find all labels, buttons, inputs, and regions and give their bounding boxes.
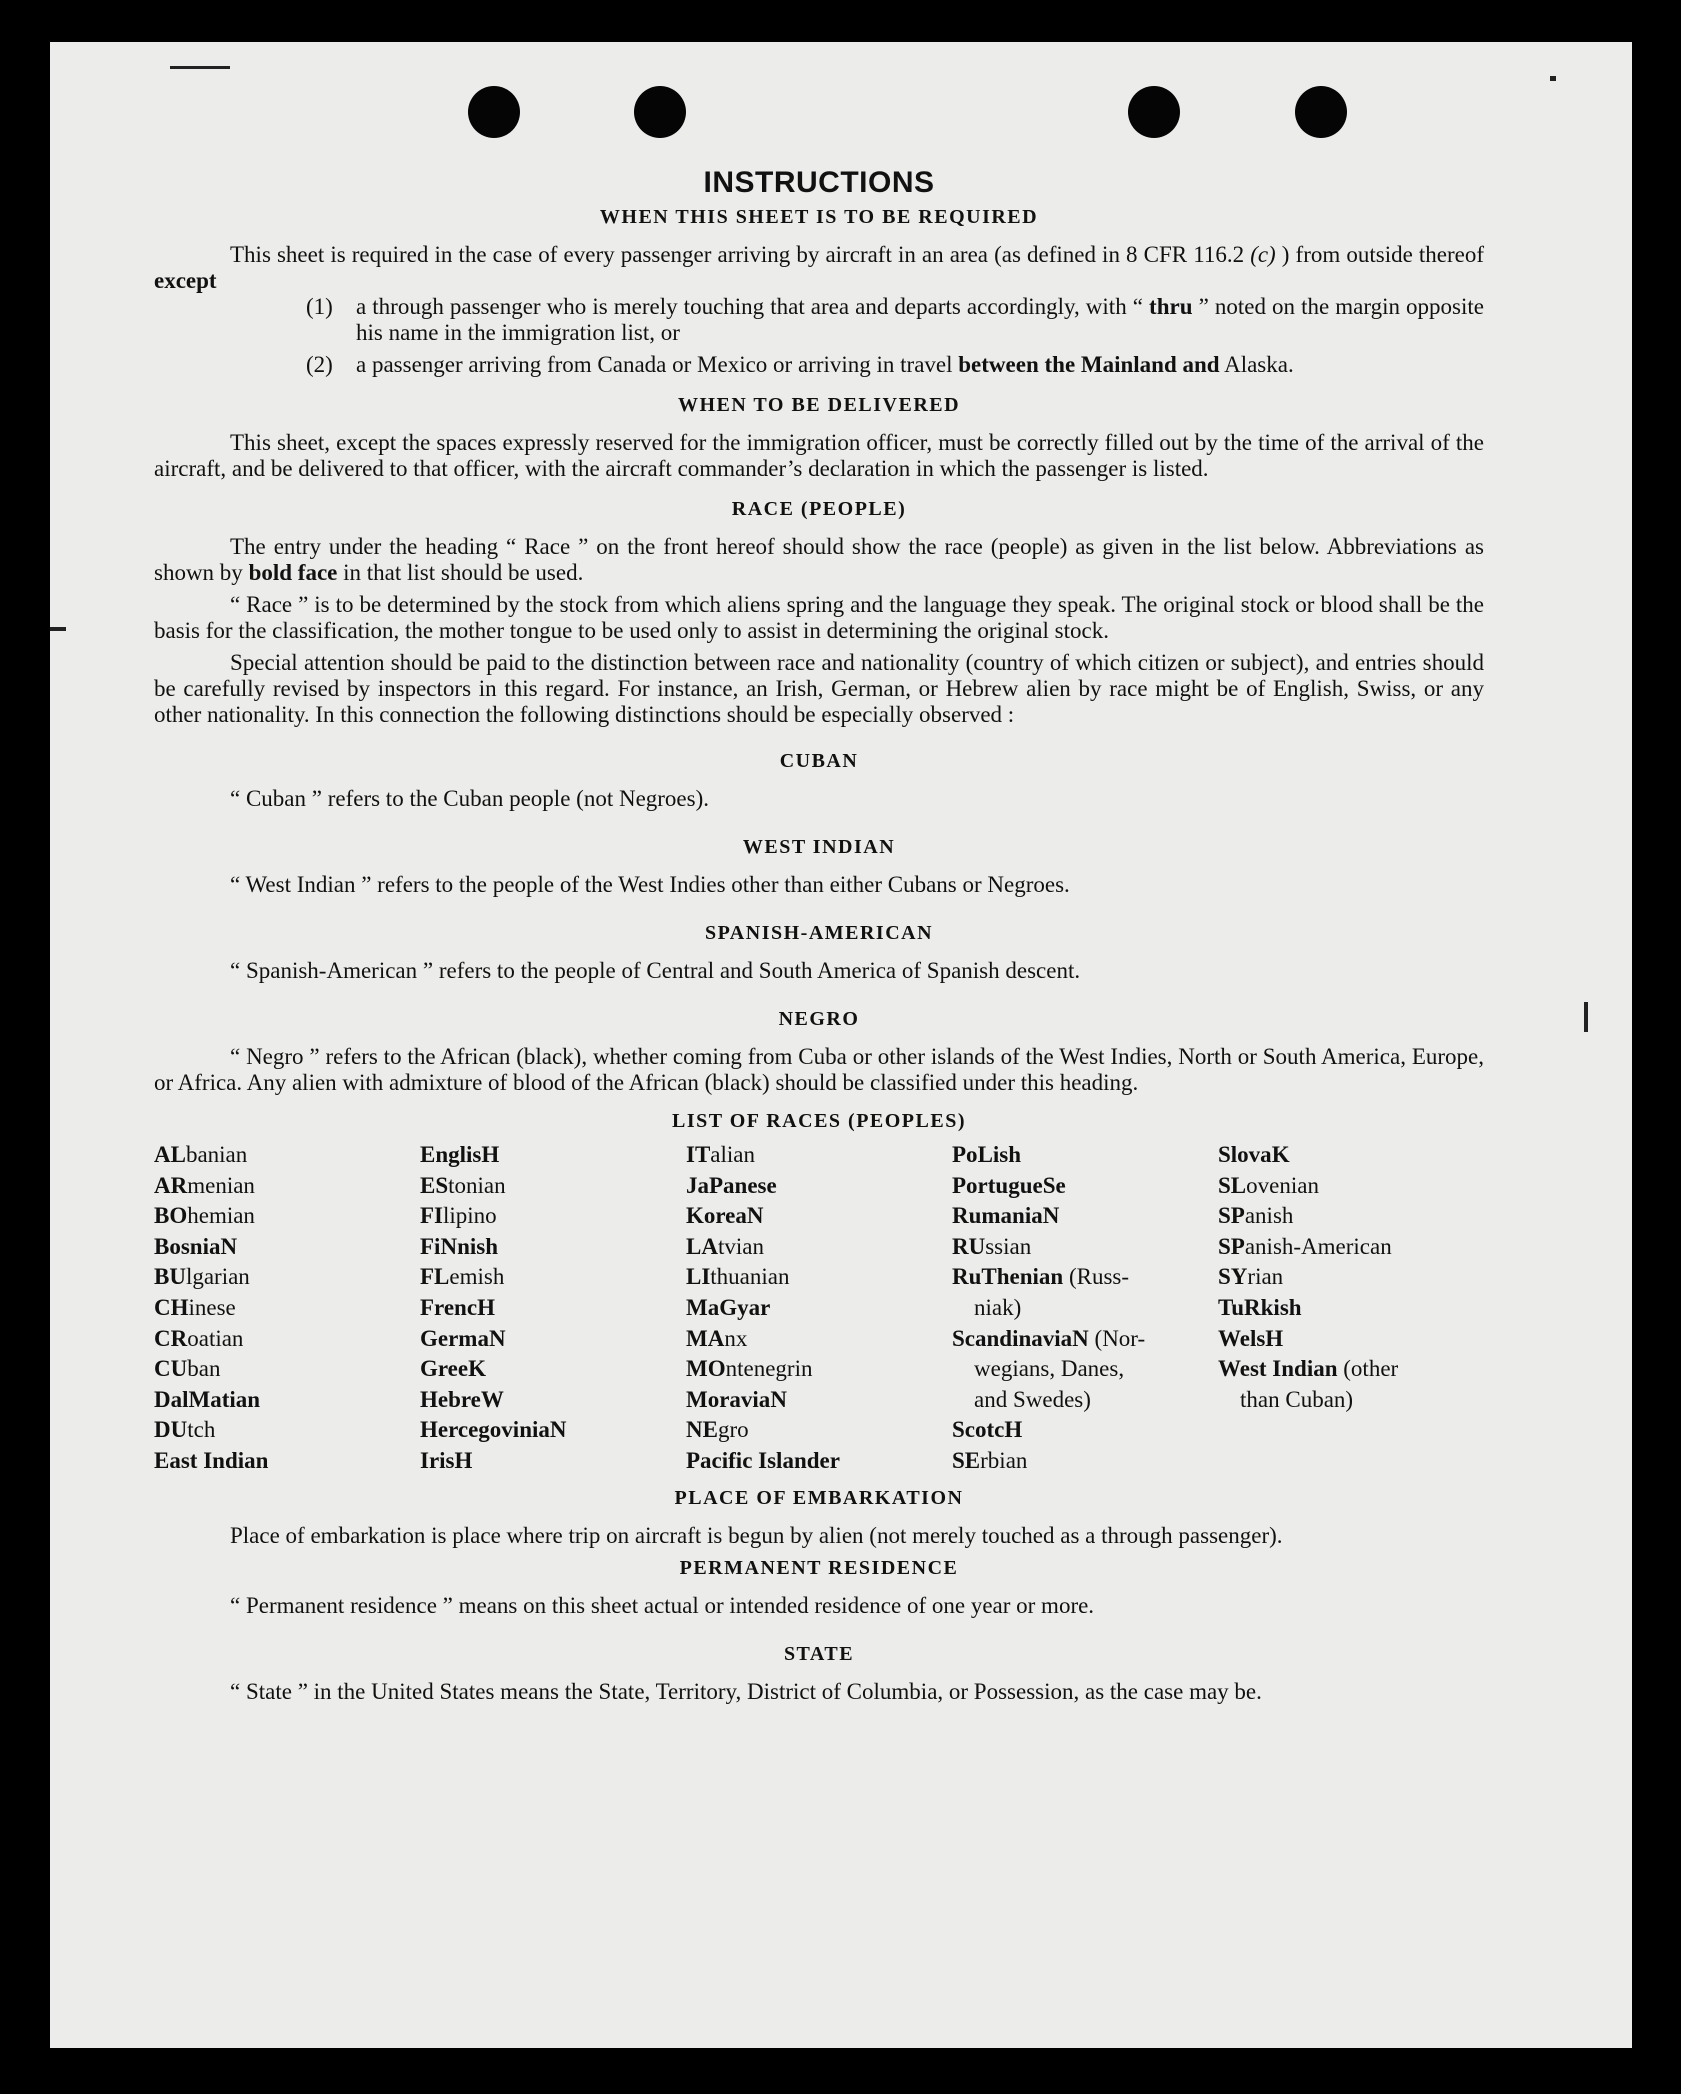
section-heading-list-of-races: LIST OF RACES (PEOPLES) [671,1110,966,1132]
race-entry: FLemish [420,1264,505,1290]
negro-text: “ Negro ” refers to the African (black), whether coming from Cuba or other islands of the West Indies, North or South America, Europe, or Africa. Any alien with admixture of blood of the African (black) should be classified under this heading. [154,1044,1484,1095]
section-heading-spanish-american: SPANISH-AMERICAN [704,922,934,944]
required-item-2: (2) a passenger arriving from Canada or Mexico or arriving in travel between the Mainland and Alaska. [306,352,1294,377]
section-heading-residence: PERMANENT RESIDENCE [679,1556,959,1579]
race-entry: FiNnish [420,1233,498,1259]
race-entry: LAtvian [686,1233,764,1259]
section-heading-delivered: WHEN TO BE DELIVERED [677,394,961,416]
section-heading-race: RACE (PEOPLE) [731,498,907,520]
race-entry: EnglisH [420,1142,500,1167]
scan-mark [1584,1002,1588,1032]
race-entry: ScotcH [952,1417,1023,1443]
race-entry: and Swedes) [974,1386,1091,1412]
race-entry: LIthuanian [686,1264,790,1290]
race-entry: ARmenian [154,1172,255,1198]
scan-mark [170,66,230,69]
race-entry: SlovaK [1218,1142,1290,1167]
race-entry: CHinese [154,1294,236,1320]
race-entry: NEgro [686,1417,749,1443]
race-entry: MOntenegrin [686,1356,813,1382]
races-column [1218,1140,1484,1477]
race-entry: HebreW [420,1386,504,1412]
delivered-text: This sheet, except the spaces expressly reserved for the immigration officer, must be correctly filled out by the time of the arrival of the aircraft, and be delivered to that officer, with the aircraft commander’s declaration in which the passenger is listed. [154,430,1484,481]
instructions-body [154,166,1485,1705]
races-column [686,1140,952,1477]
race-entry: wegians, Danes, [974,1356,1125,1382]
punch-hole [1295,86,1347,138]
race-entry: ALbanian [154,1142,248,1167]
race-entry: RUssian [952,1233,1032,1259]
section-heading-west-indian: WEST INDIAN [742,836,896,858]
race-entry: West Indian (other [1218,1356,1399,1382]
spanish-american-text: “ Spanish-American ” refers to the people of Central and South America of Spanish descent. [230,958,1081,983]
race-entry: SErbian [952,1447,1028,1473]
race-entry: SYrian [1218,1264,1284,1290]
punch-hole [1128,86,1180,138]
race-entry: RumaniaN [952,1203,1060,1229]
race-entry: MoraviaN [686,1386,787,1412]
section-heading-state: STATE [783,1642,855,1665]
race-entry: KoreaN [686,1203,764,1229]
race-entry: SLovenian [1218,1172,1319,1198]
race-entry: TuRkish [1218,1294,1302,1320]
race-entry: than Cuban) [1240,1386,1354,1412]
race-entry: FIlipino [420,1203,497,1229]
race-entry: GreeK [420,1356,486,1382]
section-heading-negro: NEGRO [778,1008,860,1030]
race-entry: HercegoviniaN [420,1417,567,1443]
state-text: “ State ” in the United States means the State, Territory, District of Columbia, or Possession, as the case may be. [230,1678,1262,1704]
required-intro: This sheet is required in the case of every passenger arriving by aircraft in an area (as defined in 8 CFR 116.2 (c) ) from outside thereof except [154,242,1485,293]
race-entry: ScandinaviaN (Nor- [952,1325,1146,1351]
race-entry: DalMatian [154,1386,261,1412]
race-entry: EStonian [420,1172,506,1198]
scan-mark [50,627,66,631]
race-entry: PoLish [952,1142,1022,1167]
race-entry: MAnx [686,1325,748,1351]
race-entry: CRoatian [154,1325,244,1351]
punch-hole [468,86,520,138]
race-entry: JaPanese [686,1172,777,1198]
document-sheet [50,42,1632,2048]
race-entry: FrencH [420,1294,495,1320]
race-entry: niak) [974,1294,1022,1320]
races-column [952,1140,1218,1477]
residence-text: “ Permanent residence ” means on this sheet actual or intended residence of one year or more. [230,1592,1095,1618]
races-column [154,1140,420,1477]
section-heading-cuban: CUBAN [779,750,859,772]
page-title: INSTRUCTIONS [703,166,935,199]
race-entry: BosniaN [154,1233,238,1259]
embarkation-text: Place of embarkation is place where trip on aircraft is begun by alien (not merely touched as a through passenger). [230,1522,1283,1548]
cuban-text: “ Cuban ” refers to the Cuban people (not Negroes). [230,786,710,811]
race-paragraph-2: “ Race ” is to be determined by the stock from which aliens spring and the language they speak. The original stock or blood shall be the basis for the classification, the mother tongue to be used only to assist in determining the original stock. [154,592,1484,643]
race-entry: ITalian [686,1142,755,1167]
races-column [420,1140,686,1477]
race-entry: Pacific Islander [686,1447,840,1473]
required-item-1: (1) a through passenger who is merely touching that area and departs accordingly, with “ thru ” noted on the margin opposite his name in the immigration list, or [306,294,1484,345]
race-entry: SPanish [1218,1203,1294,1229]
section-heading-embarkation: PLACE OF EMBARKATION [674,1486,964,1509]
race-paragraph-3: Special attention should be paid to the distinction between race and nationality (country of which citizen or subject), and entries should be carefully revised by inspectors in this regard. For instance, an Irish, German, or Hebrew alien by race might be of English, Swiss, or any other nationality. In this connection the following distinctions should be especially observed : [154,650,1484,727]
race-entry: CUban [154,1356,221,1382]
race-entry: MaGyar [686,1294,771,1320]
race-entry: GermaN [420,1325,506,1351]
race-entry: PortugueSe [952,1172,1066,1198]
section-heading-required: WHEN THIS SHEET IS TO BE REQUIRED [599,206,1039,228]
race-entry: East Indian [154,1447,269,1473]
scan-mark [1550,76,1556,81]
race-entry: RuThenian (Russ- [952,1264,1130,1290]
race-entry: BUlgarian [154,1264,250,1290]
race-entry: IrisH [420,1447,473,1473]
race-entry: SPanish-American [1218,1233,1392,1259]
race-entry: DUtch [154,1417,216,1443]
races-list [154,1140,1484,1477]
west-indian-text: “ West Indian ” refers to the people of the West Indies other than either Cubans or Negroes. [230,872,1070,897]
punch-hole [634,86,686,138]
race-paragraph-1: The entry under the heading “ Race ” on the front hereof should show the race (people) as given in the list below. Abbreviations as shown by bold face in that list should be used. [154,534,1484,585]
race-entry: BOhemian [154,1203,255,1229]
race-entry: WelsH [1218,1325,1284,1351]
